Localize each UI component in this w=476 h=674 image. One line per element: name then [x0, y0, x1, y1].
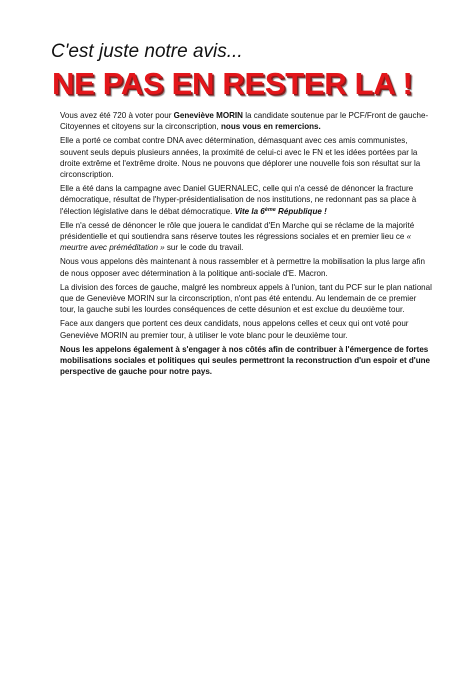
paragraph-7 [60, 318, 432, 340]
paragraph-3-text-a: Elle a été dans la campagne avec Daniel GUERNALEC, celle qui n'a cessé de dénoncer la fracture démocratique, résultat de l'hyper-présidentialisation de nos institutions, ne redonnant pas sa place à l'élection législative dans le débat démocratique. [60, 184, 417, 216]
paragraph-7-text: Face aux dangers que portent ces deux candidats, nous appelons celles et ceux qui ont voté pour Geneviève MORIN au premier tour, à utiliser le vote blanc pour le deuxième tour. [60, 319, 409, 340]
paragraph-4-text-a: Elle n'a cessé de dénoncer le rôle que jouera le candidat d'En Marche qui se réclame de la majorité présidentielle et qui soutiendra sans réserve toutes les régressions sociales et en premier lieu ce [60, 220, 415, 242]
subtitle: C'est juste notre avis... [51, 41, 243, 62]
paragraph-1-text-c: la candidate soutenue par le PCF/Front de gauche-Citoyennes et citoyens sur la circonscription, [60, 111, 429, 132]
quote-text: « meurtre avec préméditation » [60, 232, 412, 253]
thanks-text: nous vous en remercions. [221, 122, 321, 132]
paragraph-3 [60, 183, 432, 217]
paragraph-5-text: Nous vous appelons dès maintenant à nous rassembler et à permettre la mobilisation la plus large afin de nous opposer avec détermination à la politique anti-sociale d'E. Macron. [60, 257, 425, 278]
paragraph-1-text-a: Vous avez été 720 à voter pour [60, 111, 174, 120]
republic-slogan-sup: ème [264, 206, 276, 213]
candidate-name: Geneviève MORIN [173, 111, 243, 120]
headline: NE PAS EN RESTER LA ! [52, 66, 413, 101]
paragraph-4-text-c: sur le code du travail. [164, 243, 244, 253]
body-text [60, 110, 432, 380]
paragraph-2 [60, 135, 432, 180]
republic-slogan-a: Vite la 6 [234, 206, 265, 216]
paragraph-5 [60, 256, 432, 278]
paragraph-6-text: La division des forces de gauche, malgré les nombreux appels à l'union, tant du PCF sur le plan national que de Geneviève MORIN sur la circonscription, n'ont pas été entendu. Au lendemain de ce premier tour, la gauche subi les lourdes conséquences de cette désunion et est exclue du deuxième tour. [60, 282, 432, 315]
paragraph-8 [60, 344, 432, 378]
paragraph-1 [60, 110, 432, 132]
paragraph-4 [60, 220, 432, 254]
paragraph-8-text: Nous les appelons également à s'engager à nos côtés afin de contribuer à l'émergence de fortes mobilisations sociales et politiques qui seules permettront la reconstruction d'un espoir et d'une perspective de gauche pour notre pays. [60, 344, 431, 377]
paragraph-2-text: Elle a porté ce combat contre DNA avec détermination, démasquant avec ces amis communistes, souvent seuls depuis plusieurs années, la proximité de celui-ci avec le FN et les idées portées par la droite extrême et l'extrême droite. Nous ne pouvons que déplorer une nouvelle fois son résultat sur la circonscription. [60, 136, 421, 180]
republic-slogan-c: République ! [275, 206, 327, 216]
paragraph-6 [60, 282, 432, 316]
